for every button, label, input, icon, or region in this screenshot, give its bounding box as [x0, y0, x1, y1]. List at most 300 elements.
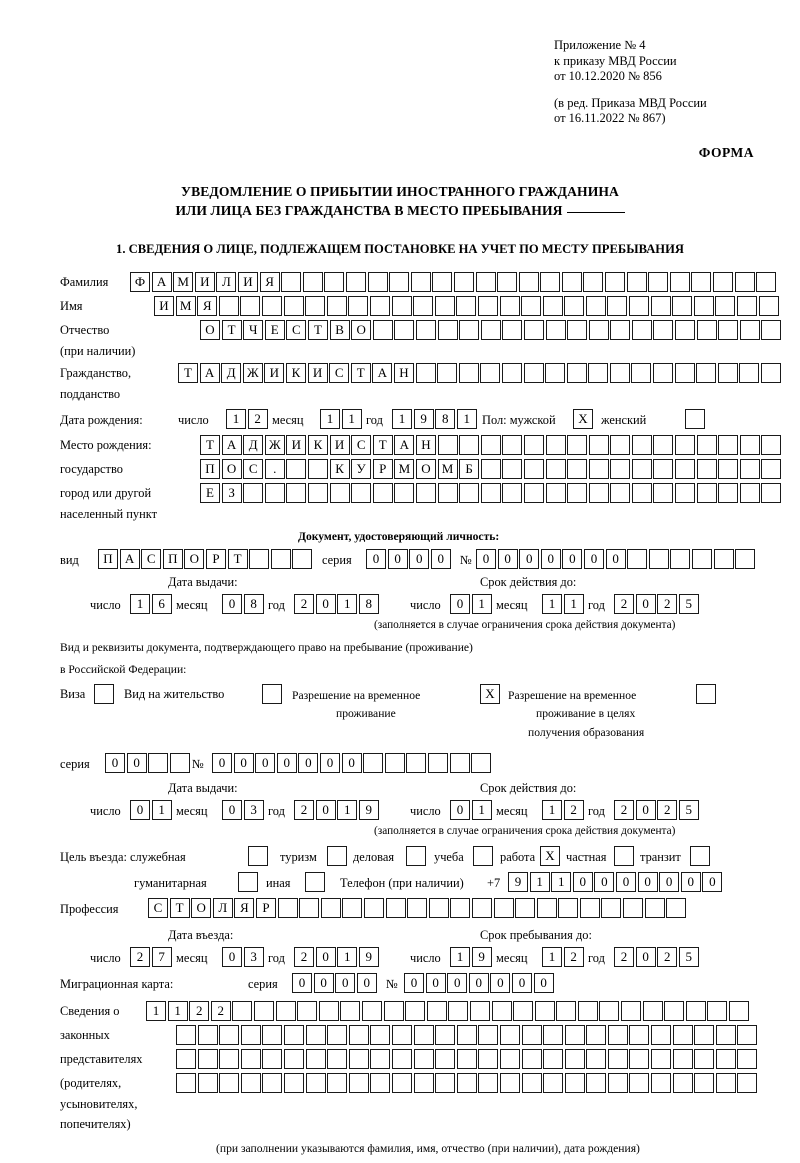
form-cell[interactable]: 0 [534, 973, 554, 993]
form-cell[interactable]: 2 [614, 800, 634, 820]
form-cell[interactable]: 8 [359, 594, 379, 614]
form-cell[interactable]: X [573, 409, 593, 429]
form-cell[interactable] [249, 549, 269, 569]
form-cell[interactable] [368, 272, 388, 292]
form-cell[interactable] [522, 1025, 542, 1045]
form-cell[interactable]: 5 [679, 594, 699, 614]
form-cell[interactable] [714, 549, 734, 569]
form-cell[interactable] [697, 459, 717, 479]
form-cell[interactable]: 0 [316, 594, 336, 614]
form-cell[interactable] [580, 898, 600, 918]
form-cell[interactable] [729, 1001, 749, 1021]
form-cell[interactable]: Н [394, 363, 414, 383]
form-cell[interactable] [583, 272, 603, 292]
form-cell[interactable]: В [330, 320, 350, 340]
form-cell[interactable] [610, 435, 630, 455]
form-cell[interactable] [278, 898, 298, 918]
form-cell[interactable]: Ж [243, 363, 263, 383]
form-cell[interactable] [648, 272, 668, 292]
form-cell[interactable] [478, 296, 498, 316]
form-cell[interactable] [459, 320, 479, 340]
form-cell[interactable] [362, 1001, 382, 1021]
form-cell[interactable] [471, 753, 491, 773]
form-cell[interactable]: Е [200, 483, 220, 503]
form-cell[interactable] [327, 1025, 347, 1045]
form-cell[interactable] [694, 1073, 714, 1093]
form-cell[interactable]: Т [228, 549, 248, 569]
form-cell[interactable] [632, 459, 652, 479]
form-cell[interactable] [472, 898, 492, 918]
name-input[interactable] [154, 296, 780, 316]
form-cell[interactable] [535, 1001, 555, 1021]
form-cell[interactable] [610, 320, 630, 340]
form-cell[interactable]: 2 [211, 1001, 231, 1021]
form-cell[interactable] [478, 1073, 498, 1093]
form-cell[interactable] [305, 296, 325, 316]
form-cell[interactable]: 0 [316, 800, 336, 820]
form-cell[interactable]: К [286, 363, 306, 383]
form-cell[interactable] [519, 272, 539, 292]
form-cell[interactable]: 9 [359, 947, 379, 967]
form-cell[interactable] [543, 1025, 563, 1045]
form-cell[interactable]: 2 [294, 947, 314, 967]
form-cell[interactable] [148, 753, 168, 773]
form-cell[interactable] [478, 1025, 498, 1045]
form-cell[interactable] [737, 1073, 757, 1093]
form-cell[interactable] [271, 549, 291, 569]
form-cell[interactable] [653, 459, 673, 479]
form-cell[interactable] [608, 1049, 628, 1069]
form-cell[interactable] [456, 296, 476, 316]
form-cell[interactable] [578, 1001, 598, 1021]
form-cell[interactable]: X [480, 684, 500, 704]
form-cell[interactable] [459, 363, 479, 383]
form-cell[interactable]: К [330, 459, 350, 479]
form-cell[interactable]: 2 [564, 947, 584, 967]
form-cell[interactable] [761, 320, 781, 340]
form-cell[interactable]: Е [265, 320, 285, 340]
birth-city-input-line-2[interactable] [200, 483, 783, 503]
form-cell[interactable]: 0 [105, 753, 125, 773]
form-cell[interactable]: Т [351, 363, 371, 383]
doc-series-input[interactable] [366, 549, 452, 569]
form-cell[interactable] [718, 363, 738, 383]
form-cell[interactable] [327, 296, 347, 316]
form-cell[interactable] [170, 753, 190, 773]
form-cell[interactable] [567, 459, 587, 479]
form-cell[interactable] [632, 435, 652, 455]
form-cell[interactable]: 2 [657, 800, 677, 820]
form-cell[interactable]: Л [216, 272, 236, 292]
form-cell[interactable] [432, 272, 452, 292]
form-cell[interactable]: С [141, 549, 161, 569]
stay-issue-month-input[interactable] [222, 800, 265, 820]
form-cell[interactable] [586, 1049, 606, 1069]
form-cell[interactable] [562, 272, 582, 292]
form-cell[interactable] [481, 320, 501, 340]
form-cell[interactable] [254, 1001, 274, 1021]
form-cell[interactable] [605, 272, 625, 292]
form-cell[interactable]: М [173, 272, 193, 292]
form-cell[interactable] [478, 1049, 498, 1069]
form-cell[interactable]: 0 [636, 947, 656, 967]
stay-to-year-input[interactable] [614, 947, 700, 967]
form-cell[interactable] [737, 296, 757, 316]
patronymic-input[interactable] [200, 320, 783, 340]
form-cell[interactable]: Л [213, 898, 233, 918]
form-cell[interactable] [632, 483, 652, 503]
form-cell[interactable]: Я [197, 296, 217, 316]
form-cell[interactable] [405, 1001, 425, 1021]
form-cell[interactable]: 0 [222, 594, 242, 614]
form-cell[interactable] [522, 1049, 542, 1069]
form-cell[interactable] [232, 1001, 252, 1021]
stay-issue-year-input[interactable] [294, 800, 380, 820]
form-cell[interactable] [737, 1025, 757, 1045]
form-cell[interactable] [428, 753, 448, 773]
form-cell[interactable] [697, 483, 717, 503]
visa-checkbox[interactable] [94, 684, 116, 704]
form-cell[interactable] [340, 1001, 360, 1021]
form-cell[interactable]: 0 [606, 549, 626, 569]
form-cell[interactable] [262, 1073, 282, 1093]
form-cell[interactable]: А [372, 363, 392, 383]
form-cell[interactable] [515, 898, 535, 918]
form-cell[interactable]: О [351, 320, 371, 340]
form-cell[interactable] [627, 549, 647, 569]
form-cell[interactable]: 2 [189, 1001, 209, 1021]
form-cell[interactable] [586, 296, 606, 316]
form-cell[interactable]: 0 [636, 800, 656, 820]
form-cell[interactable] [319, 1001, 339, 1021]
form-cell[interactable]: 1 [342, 409, 362, 429]
form-cell[interactable]: Я [260, 272, 280, 292]
migration-series-input[interactable] [292, 973, 378, 993]
purpose-tourism-checkbox[interactable] [327, 846, 349, 866]
form-cell[interactable] [692, 549, 712, 569]
form-cell[interactable]: 1 [457, 409, 477, 429]
stay-to-month-input[interactable] [542, 947, 585, 967]
form-cell[interactable]: 0 [277, 753, 297, 773]
form-cell[interactable]: 0 [409, 549, 429, 569]
form-cell[interactable] [457, 1073, 477, 1093]
form-cell[interactable] [392, 1073, 412, 1093]
form-cell[interactable] [500, 296, 520, 316]
form-cell[interactable] [601, 898, 621, 918]
form-cell[interactable] [240, 296, 260, 316]
form-cell[interactable]: Ф [130, 272, 150, 292]
form-cell[interactable] [416, 483, 436, 503]
form-cell[interactable] [672, 296, 692, 316]
form-cell[interactable] [437, 363, 457, 383]
temporary-residence-checkbox[interactable] [480, 684, 502, 704]
form-cell[interactable] [524, 483, 544, 503]
form-cell[interactable]: И [238, 272, 258, 292]
form-cell[interactable]: Т [170, 898, 190, 918]
form-cell[interactable] [276, 1001, 296, 1021]
form-cell[interactable]: С [351, 435, 371, 455]
form-cell[interactable]: 0 [342, 753, 362, 773]
form-cell[interactable]: 0 [702, 872, 722, 892]
form-cell[interactable]: 1 [542, 947, 562, 967]
form-cell[interactable]: Н [416, 435, 436, 455]
form-cell[interactable]: 6 [152, 594, 172, 614]
form-cell[interactable]: 0 [573, 872, 593, 892]
form-cell[interactable] [473, 846, 493, 866]
form-cell[interactable]: А [222, 435, 242, 455]
form-cell[interactable] [492, 1001, 512, 1021]
form-cell[interactable] [349, 1025, 369, 1045]
form-cell[interactable] [370, 1025, 390, 1045]
form-cell[interactable] [540, 272, 560, 292]
form-cell[interactable] [394, 483, 414, 503]
form-cell[interactable]: 1 [450, 947, 470, 967]
form-cell[interactable] [502, 483, 522, 503]
form-cell[interactable]: М [394, 459, 414, 479]
form-cell[interactable] [696, 684, 716, 704]
form-cell[interactable] [623, 898, 643, 918]
form-cell[interactable] [543, 1073, 563, 1093]
form-cell[interactable] [632, 320, 652, 340]
form-cell[interactable] [476, 272, 496, 292]
doc-number-input[interactable] [476, 549, 757, 569]
form-cell[interactable] [327, 1049, 347, 1069]
form-cell[interactable] [438, 320, 458, 340]
form-cell[interactable]: 2 [614, 947, 634, 967]
form-cell[interactable] [305, 872, 325, 892]
form-cell[interactable] [556, 1001, 576, 1021]
form-cell[interactable] [435, 1049, 455, 1069]
form-cell[interactable] [643, 1001, 663, 1021]
form-cell[interactable] [588, 363, 608, 383]
form-cell[interactable] [629, 296, 649, 316]
form-cell[interactable] [740, 320, 760, 340]
form-cell[interactable]: 2 [657, 594, 677, 614]
form-cell[interactable]: 1 [530, 872, 550, 892]
form-cell[interactable] [392, 1049, 412, 1069]
form-cell[interactable] [629, 1049, 649, 1069]
form-cell[interactable]: 0 [130, 800, 150, 820]
form-cell[interactable]: 0 [426, 973, 446, 993]
form-cell[interactable]: Р [373, 459, 393, 479]
form-cell[interactable]: 2 [130, 947, 150, 967]
form-cell[interactable]: П [200, 459, 220, 479]
purpose-other-checkbox[interactable] [305, 872, 327, 892]
form-cell[interactable]: 0 [562, 549, 582, 569]
form-cell[interactable] [759, 296, 779, 316]
form-cell[interactable] [435, 1025, 455, 1045]
form-cell[interactable]: М [438, 459, 458, 479]
form-cell[interactable]: 0 [320, 753, 340, 773]
birth-year-input[interactable] [392, 409, 478, 429]
form-cell[interactable] [756, 272, 776, 292]
form-cell[interactable] [739, 363, 759, 383]
form-cell[interactable]: М [176, 296, 196, 316]
form-cell[interactable]: 0 [127, 753, 147, 773]
form-cell[interactable]: 1 [337, 594, 357, 614]
form-cell[interactable] [713, 272, 733, 292]
form-cell[interactable] [735, 549, 755, 569]
form-cell[interactable] [718, 320, 738, 340]
form-cell[interactable] [610, 363, 630, 383]
form-cell[interactable] [480, 363, 500, 383]
form-cell[interactable]: 1 [564, 594, 584, 614]
form-cell[interactable] [346, 272, 366, 292]
form-cell[interactable] [653, 435, 673, 455]
form-cell[interactable]: Д [221, 363, 241, 383]
form-cell[interactable] [524, 320, 544, 340]
form-cell[interactable] [303, 272, 323, 292]
form-cell[interactable]: 0 [255, 753, 275, 773]
form-cell[interactable] [502, 363, 522, 383]
form-cell[interactable] [707, 1001, 727, 1021]
stay-valid-month-input[interactable] [542, 800, 585, 820]
form-cell[interactable] [494, 898, 514, 918]
form-cell[interactable] [697, 320, 717, 340]
form-cell[interactable] [470, 1001, 490, 1021]
surname-input[interactable] [130, 272, 778, 292]
sex-female-checkbox[interactable] [685, 409, 707, 429]
form-cell[interactable] [389, 272, 409, 292]
form-cell[interactable] [450, 753, 470, 773]
form-cell[interactable] [284, 1073, 304, 1093]
form-cell[interactable] [351, 483, 371, 503]
form-cell[interactable]: 9 [472, 947, 492, 967]
form-cell[interactable]: 0 [616, 872, 636, 892]
form-cell[interactable] [537, 898, 557, 918]
form-cell[interactable] [450, 898, 470, 918]
form-cell[interactable] [176, 1025, 196, 1045]
form-cell[interactable]: X [540, 846, 560, 866]
doc-issue-month-input[interactable] [222, 594, 265, 614]
form-cell[interactable]: 1 [226, 409, 246, 429]
form-cell[interactable] [716, 1025, 736, 1045]
form-cell[interactable] [697, 435, 717, 455]
form-cell[interactable] [502, 320, 522, 340]
form-cell[interactable]: 1 [472, 800, 492, 820]
stay-valid-day-input[interactable] [450, 800, 493, 820]
form-cell[interactable]: 0 [316, 947, 336, 967]
entry-day-input[interactable] [130, 947, 173, 967]
form-cell[interactable]: 1 [146, 1001, 166, 1021]
form-cell[interactable] [262, 684, 282, 704]
form-cell[interactable] [670, 272, 690, 292]
form-cell[interactable] [631, 363, 651, 383]
form-cell[interactable] [599, 1001, 619, 1021]
entry-month-input[interactable] [222, 947, 265, 967]
form-cell[interactable] [567, 320, 587, 340]
form-cell[interactable] [281, 272, 301, 292]
form-cell[interactable] [653, 363, 673, 383]
form-cell[interactable]: 0 [541, 549, 561, 569]
form-cell[interactable]: 0 [450, 800, 470, 820]
form-cell[interactable]: 2 [248, 409, 268, 429]
form-cell[interactable] [481, 483, 501, 503]
form-cell[interactable]: 0 [222, 800, 242, 820]
form-cell[interactable] [558, 898, 578, 918]
form-cell[interactable]: А [200, 363, 220, 383]
form-cell[interactable] [481, 435, 501, 455]
form-cell[interactable] [675, 483, 695, 503]
form-cell[interactable]: С [148, 898, 168, 918]
form-cell[interactable] [363, 753, 383, 773]
legal-rep-input-line-4[interactable] [176, 1073, 759, 1093]
form-cell[interactable] [645, 898, 665, 918]
form-cell[interactable] [327, 846, 347, 866]
form-cell[interactable]: 1 [337, 800, 357, 820]
form-cell[interactable] [675, 435, 695, 455]
form-cell[interactable]: 2 [657, 947, 677, 967]
form-cell[interactable]: 0 [469, 973, 489, 993]
form-cell[interactable] [718, 459, 738, 479]
form-cell[interactable] [306, 1049, 326, 1069]
form-cell[interactable]: 0 [222, 947, 242, 967]
form-cell[interactable] [694, 296, 714, 316]
form-cell[interactable] [292, 549, 312, 569]
form-cell[interactable]: 8 [244, 594, 264, 614]
form-cell[interactable]: О [200, 320, 220, 340]
form-cell[interactable] [176, 1049, 196, 1069]
form-cell[interactable] [673, 1073, 693, 1093]
form-cell[interactable]: 0 [490, 973, 510, 993]
form-cell[interactable] [589, 459, 609, 479]
purpose-transit-checkbox[interactable] [690, 846, 712, 866]
stay-issue-day-input[interactable] [130, 800, 173, 820]
form-cell[interactable]: 8 [435, 409, 455, 429]
form-cell[interactable] [715, 296, 735, 316]
form-cell[interactable]: 0 [512, 973, 532, 993]
form-cell[interactable] [653, 320, 673, 340]
form-cell[interactable] [406, 846, 426, 866]
form-cell[interactable]: Р [206, 549, 226, 569]
form-cell[interactable]: И [286, 435, 306, 455]
form-cell[interactable] [521, 296, 541, 316]
form-cell[interactable] [308, 483, 328, 503]
form-cell[interactable]: 0 [335, 973, 355, 993]
form-cell[interactable]: О [191, 898, 211, 918]
form-cell[interactable]: 1 [551, 872, 571, 892]
form-cell[interactable] [284, 1025, 304, 1045]
form-cell[interactable]: 0 [638, 872, 658, 892]
form-cell[interactable]: Т [178, 363, 198, 383]
form-cell[interactable]: 1 [152, 800, 172, 820]
form-cell[interactable]: С [329, 363, 349, 383]
purpose-business-checkbox[interactable] [406, 846, 428, 866]
form-cell[interactable]: С [286, 320, 306, 340]
form-cell[interactable]: Т [373, 435, 393, 455]
form-cell[interactable]: 5 [679, 947, 699, 967]
form-cell[interactable] [761, 363, 781, 383]
form-cell[interactable]: 2 [294, 594, 314, 614]
form-cell[interactable] [522, 1073, 542, 1093]
form-cell[interactable] [664, 1001, 684, 1021]
form-cell[interactable] [500, 1049, 520, 1069]
form-cell[interactable] [735, 272, 755, 292]
form-cell[interactable] [364, 898, 384, 918]
phone-input[interactable] [508, 872, 724, 892]
form-cell[interactable] [673, 1025, 693, 1045]
form-cell[interactable] [349, 1073, 369, 1093]
form-cell[interactable] [716, 1073, 736, 1093]
form-cell[interactable]: 5 [679, 800, 699, 820]
form-cell[interactable]: 1 [130, 594, 150, 614]
migration-number-input[interactable] [404, 973, 555, 993]
form-cell[interactable]: 1 [320, 409, 340, 429]
form-cell[interactable] [262, 1049, 282, 1069]
form-cell[interactable]: 0 [314, 973, 334, 993]
form-cell[interactable] [306, 1025, 326, 1045]
form-cell[interactable] [675, 320, 695, 340]
